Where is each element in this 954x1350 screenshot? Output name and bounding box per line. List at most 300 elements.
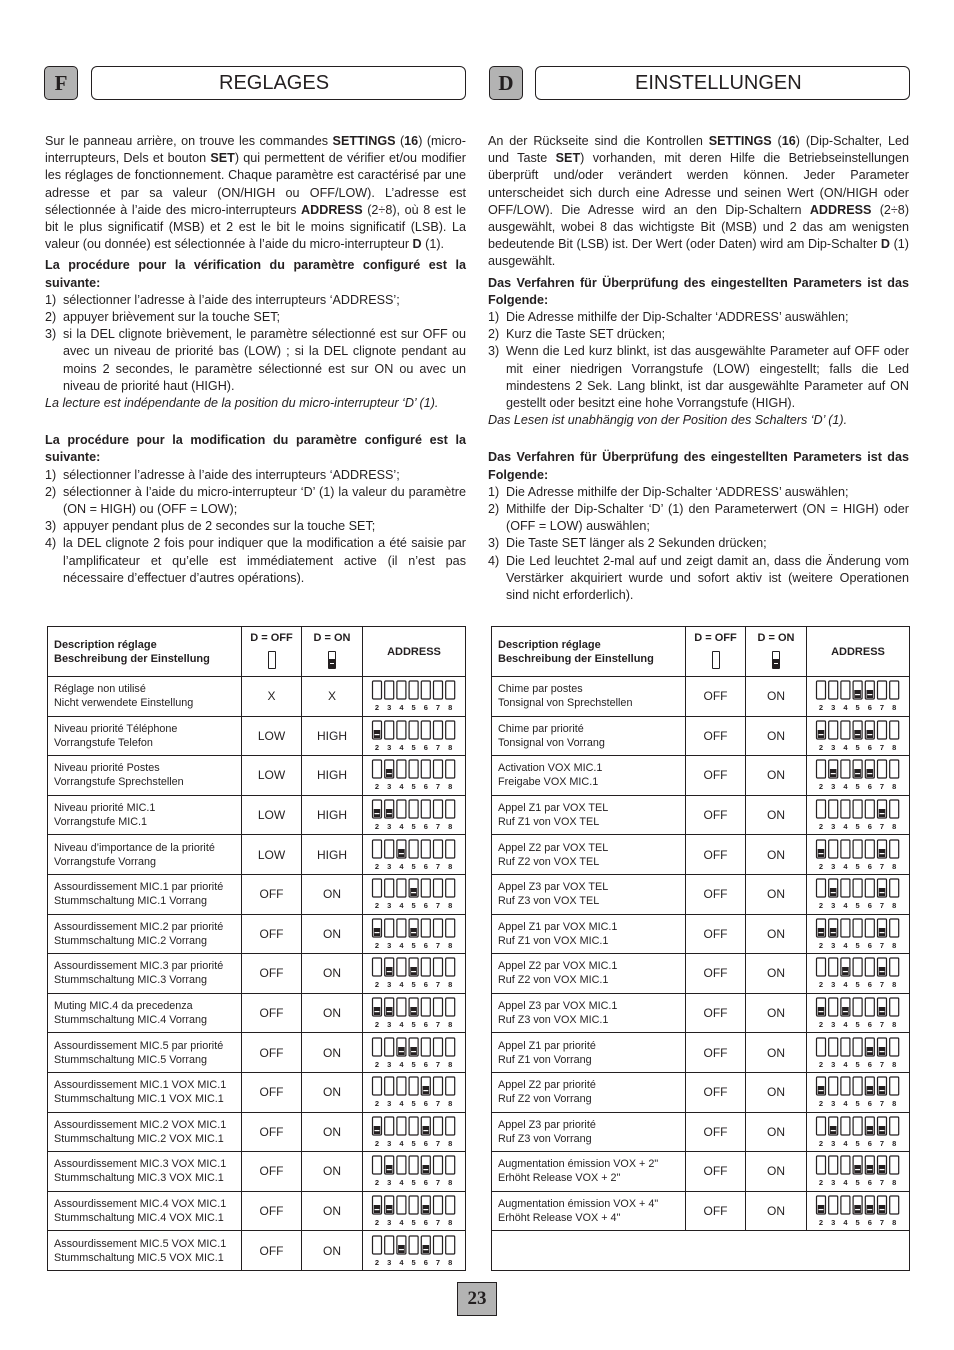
step-number: 2): [45, 310, 57, 325]
header-d-off: [242, 627, 302, 677]
step-text: Die Led leuchtet 2-mal auf und zeigt damit an, dass die Änderung vom Verstärker akquiriert wurde und sofort aktiv ist (weitere Operationen sind nicht erforderlich).: [506, 553, 909, 603]
note-paragraph: La lecture est indépendante de la position du micro-interrupteur ‘D’ (1).: [45, 396, 439, 411]
dip-switch-lever-line: [880, 853, 885, 854]
dip-switch-body: [829, 998, 838, 1016]
step-number: 2): [488, 327, 500, 342]
address-cell: [807, 954, 910, 994]
address-cell: [807, 914, 910, 954]
dip-switch-body: [409, 800, 418, 818]
setting-description-fr: Assourdissement MIC.5 par priorité: [54, 1039, 224, 1052]
dip-switch-body: [434, 681, 443, 699]
setting-description: [48, 993, 242, 1033]
setting-description: [492, 993, 686, 1033]
dip-switch-body: [829, 1156, 838, 1174]
dip-switch-body: [865, 958, 874, 976]
dip-switch-body: [817, 800, 826, 818]
procedure-step: [45, 535, 466, 587]
dip-switch-number: 5: [855, 1059, 860, 1069]
dip-switch-number: 7: [435, 822, 441, 832]
dip-switch-number: 7: [879, 861, 885, 871]
dip-switch-lever-line: [880, 1051, 885, 1052]
dip-switch-lever-line: [387, 1209, 392, 1210]
dip-switch-body: [434, 800, 443, 818]
dip-switch-number: 5: [411, 1099, 416, 1109]
dip-switch-body: [890, 721, 899, 739]
dip-switch-body: [890, 800, 899, 818]
dip-switch-diagram: [815, 680, 901, 712]
dip-switch-number: 4: [843, 980, 848, 990]
table-row: [492, 1152, 910, 1192]
dip-switch-body: [878, 760, 887, 778]
table-row: [48, 993, 466, 1033]
value-d-on: ON: [746, 1033, 807, 1073]
dip-switch-number: 2: [818, 861, 824, 871]
dip-switch-lever-line: [831, 1130, 836, 1131]
step-number: 4): [45, 536, 57, 551]
dip-switch-number: 5: [411, 1020, 416, 1030]
dip-switch-lever-line: [867, 734, 872, 735]
dip-switch-body: [446, 1196, 455, 1214]
procedure-step: [488, 535, 909, 552]
dip-switch-lever-line: [831, 892, 836, 893]
dip-switch-number: 4: [843, 782, 848, 792]
dip-switch-body: [446, 879, 455, 897]
switch-on-icon: [328, 651, 336, 669]
table-row: [48, 874, 466, 914]
dip-switch-number: 5: [411, 1138, 416, 1148]
dip-switch-body: [890, 1196, 899, 1214]
dip-switch-number: 6: [867, 1099, 872, 1109]
procedure-step: [488, 501, 909, 535]
dip-switch-number: 8: [448, 822, 453, 832]
dip-switch-body: [434, 1038, 443, 1056]
intro-paragraph: [488, 133, 909, 271]
dip-switch-body: [434, 919, 443, 937]
dip-switch-body: [397, 1117, 406, 1135]
dip-switch-lever-line: [819, 853, 824, 854]
dip-switch-lever-line: [423, 1130, 428, 1131]
value-d-off: OFF: [686, 1191, 746, 1231]
dip-switch-number: 4: [399, 861, 404, 871]
dip-switch-number: 8: [448, 901, 453, 911]
text-run: (2÷8) ausgewählt, wobei 8 das wichtigste Bit (MSB) und 2 das am wenigsten bedeutende Bit (LSB) ist. Der Wert (oder Daten) wird am Dip-Schalter: [488, 202, 910, 252]
dip-switch-lever-line: [867, 694, 872, 695]
setting-description-fr: Assourdissement MIC.2 par priorité: [54, 920, 224, 933]
dip-switch-number: 6: [867, 742, 872, 752]
setting-description: [48, 756, 242, 796]
step-number: 1): [488, 484, 500, 499]
dip-switch-lever-line: [375, 1209, 380, 1210]
setting-description-fr: Chime par priorité: [498, 722, 584, 735]
value-d-on: ON: [302, 874, 363, 914]
dip-switch-number: 3: [831, 1099, 836, 1109]
dip-switch-body: [373, 681, 382, 699]
dip-switch-body: [385, 721, 394, 739]
dip-switch-number: 4: [399, 1059, 404, 1069]
dip-switch-number: 6: [423, 742, 428, 752]
setting-description-de: Stummschaltung MIC.4 VOX MIC.1: [54, 1212, 224, 1225]
dip-switch-lever-line: [387, 773, 392, 774]
setting-description: [48, 716, 242, 756]
table-row: [492, 874, 910, 914]
settings-table-right: [491, 626, 910, 1271]
value-d-on: ON: [302, 1191, 363, 1231]
switch-on-icon: [772, 651, 780, 669]
setting-description-fr: Chime par postes: [498, 683, 583, 696]
value-d-on: ON: [746, 874, 807, 914]
table-row: [492, 1191, 910, 1231]
table-row: [48, 954, 466, 994]
dip-switch-body: [385, 681, 394, 699]
dip-switch-lever-line: [423, 1169, 428, 1170]
dip-switch-lever-line: [843, 971, 848, 972]
dip-switch-lever-line: [411, 1051, 416, 1052]
dip-switch-body: [853, 800, 862, 818]
dip-switch-body: [446, 919, 455, 937]
step-number: 1): [45, 467, 57, 482]
dip-switch-body: [397, 681, 406, 699]
dip-switch-body: [434, 879, 443, 897]
dip-switch-number: 5: [411, 782, 416, 792]
setting-description: [492, 914, 686, 954]
address-cell: [363, 756, 466, 796]
dip-switch-number: 8: [892, 703, 897, 713]
dip-switch-number: 2: [374, 980, 380, 990]
step-text: Kurz die Taste SET drücken;: [506, 327, 666, 342]
value-d-off: OFF: [686, 1072, 746, 1112]
dip-switch-number: 8: [448, 1178, 453, 1188]
dip-switch-number: 8: [892, 980, 897, 990]
setting-description-fr: Réglage non utilisé: [54, 683, 146, 696]
dip-switch-number: 2: [374, 1020, 380, 1030]
procedure-step: [45, 467, 466, 484]
dip-switch-number: 4: [843, 1138, 848, 1148]
step-number: 1): [488, 310, 500, 325]
dip-switch-number: 6: [867, 782, 872, 792]
table-row: [48, 835, 466, 875]
value-d-on: HIGH: [302, 795, 363, 835]
dip-switch-body: [853, 1077, 862, 1095]
setting-description: [492, 1072, 686, 1112]
dip-switch-number: 7: [879, 940, 885, 950]
address-cell: [807, 756, 910, 796]
address-cell: [363, 1191, 466, 1231]
setting-description: [48, 677, 242, 717]
dip-switch-lever-line: [411, 932, 416, 933]
dip-switch-body: [446, 800, 455, 818]
setting-description-de: Ruf Z1 von Vorrang: [498, 1053, 592, 1066]
dip-switch-number: 2: [374, 1099, 380, 1109]
step-text: Die Adresse mithilfe der Dip-Schalter ‘ADDRESS’ auswählen;: [506, 484, 849, 499]
procedure-step: [45, 326, 466, 395]
dip-switch-body: [841, 1077, 850, 1095]
dip-switch-number: 2: [818, 980, 824, 990]
dip-switch-number: 7: [879, 1059, 885, 1069]
value-d-on: ON: [746, 795, 807, 835]
dip-switch-lever-line: [387, 971, 392, 972]
step-number: 2): [488, 502, 500, 517]
dip-switch-number: 4: [399, 1257, 404, 1267]
dip-switch-body: [890, 1156, 899, 1174]
setting-description: [492, 1191, 686, 1231]
setting-description: [48, 795, 242, 835]
dip-switch-number: 4: [399, 742, 404, 752]
dip-switch-number: 4: [399, 1020, 404, 1030]
step-text: si la DEL clignote brièvement, le paramètre sélectionné est sur OFF ou avec un niveau de priorité bas (LOW) ; si la DEL clignote pendant au moins 2 secondes, le paramètre sélectionné est sur ON ou avec un niveau de priorité haut (HIGH).: [63, 327, 466, 393]
dip-switch-number: 6: [867, 1218, 872, 1228]
address-cell: [363, 1231, 466, 1271]
dip-switch-number: 3: [831, 901, 836, 911]
value-d-on: ON: [746, 1191, 807, 1231]
dip-switch-lever-line: [880, 1090, 885, 1091]
dip-switch-lever-line: [843, 1011, 848, 1012]
dip-switch-diagram: [815, 720, 901, 752]
dip-switch-body: [446, 998, 455, 1016]
empty-cell: [492, 1231, 910, 1271]
dip-switch-body: [890, 1038, 899, 1056]
dip-switch-body: [434, 1196, 443, 1214]
dip-switch-lever-line: [423, 1249, 428, 1250]
dip-switch-body: [385, 919, 394, 937]
switch-off-icon: [268, 651, 276, 669]
value-d-off: OFF: [242, 874, 302, 914]
address-cell: [363, 1112, 466, 1152]
dip-switch-body: [409, 1236, 418, 1254]
dip-switch-body: [446, 681, 455, 699]
text-run: ) qui permettent de vérifier et/ou modifier les réglages de fonctionnement. Chaque paramètre est caractérisé par une adresse et par sa valeur (ON/HIGH ou OFF/LOW). L’adresse est sélectionnée à l’aide des micro-interrupteurs: [45, 151, 466, 217]
dip-switch-body: [829, 958, 838, 976]
dip-switch-diagram: [815, 759, 901, 791]
dip-switch-body: [446, 721, 455, 739]
dip-switch-lever-line: [867, 1169, 872, 1170]
address-cell: [807, 1033, 910, 1073]
dip-switch-number: 7: [879, 1218, 885, 1228]
setting-description-fr: Augmentation émission VOX + 4": [498, 1198, 659, 1211]
setting-description-de: Tonsignal von Vorrang: [498, 736, 605, 749]
dip-switch-lever-line: [387, 1011, 392, 1012]
section-letter-fr: F: [44, 66, 78, 100]
procedure-heading: Das Verfahren für Überprüfung des eingestellten Parameters ist das Folgende:: [488, 450, 909, 482]
value-d-on: ON: [302, 1072, 363, 1112]
dip-switch-number: 8: [892, 1099, 897, 1109]
table-row: [48, 1191, 466, 1231]
step-text: sélectionner l’adresse à l’aide des interrupteurs ‘ADDRESS’;: [63, 467, 400, 482]
dip-switch-diagram: [815, 1076, 901, 1108]
dip-switch-body: [397, 998, 406, 1016]
text-run: (: [771, 134, 782, 148]
setting-description-fr: Assourdissement MIC.4 VOX MIC.1: [54, 1198, 227, 1211]
dip-switch-number: 4: [843, 822, 848, 832]
header-description-de: Beschreibung der Einstellung: [54, 652, 210, 665]
dip-switch-body: [434, 1117, 443, 1135]
setting-description-de: Vorrangstufe Sprechstellen: [54, 776, 184, 789]
dip-switch-number: 6: [423, 1059, 428, 1069]
dip-switch-lever-line: [867, 1090, 872, 1091]
dip-switch-number: 5: [855, 1020, 860, 1030]
dip-switch-lever-line: [411, 971, 416, 972]
dip-switch-lever-line: [819, 734, 824, 735]
setting-description-de: Stummschaltung MIC.5 VOX MIC.1: [54, 1251, 224, 1264]
header-d-on-label: D = ON: [313, 632, 351, 644]
dip-switch-number: 5: [855, 703, 860, 713]
dip-switch-body: [829, 1196, 838, 1214]
text-run: (2÷8), où 8 est le bit le plus significatif (MSB) et 2 est le bit le moins significatif (LSB). La valeur (ou donnée) est sélectionnée à l’aide du micro-interrupteur: [45, 202, 466, 252]
dip-switch-number: 2: [374, 940, 380, 950]
dip-switch-body: [421, 760, 430, 778]
dip-switch-body: [421, 721, 430, 739]
dip-switch-number: 6: [423, 901, 428, 911]
dip-switch-number: 7: [879, 1099, 885, 1109]
table-row: [48, 1072, 466, 1112]
dip-switch-number: 6: [423, 861, 428, 871]
dip-switch-diagram: [815, 997, 901, 1029]
address-cell: [363, 954, 466, 994]
dip-switch-number: 7: [879, 742, 885, 752]
dip-switch-body: [817, 1117, 826, 1135]
value-d-off: OFF: [242, 1191, 302, 1231]
dip-switch-body: [397, 1196, 406, 1214]
step-number: 1): [45, 292, 57, 307]
dip-switch-body: [817, 760, 826, 778]
text-run: An der Rückseite sind die Kontrollen: [488, 134, 709, 148]
dip-switch-body: [890, 1117, 899, 1135]
setting-description: [48, 835, 242, 875]
setting-description: [492, 835, 686, 875]
dip-switch-number: 2: [818, 1059, 824, 1069]
dip-switch-number: 3: [387, 1099, 392, 1109]
step-text: Die Adresse mithilfe der Dip-Schalter ‘ADDRESS’ auswählen;: [506, 310, 849, 325]
table-row: [492, 1112, 910, 1152]
setting-description: [48, 1033, 242, 1073]
dip-switch-body: [385, 1117, 394, 1135]
dip-switch-body: [841, 800, 850, 818]
dip-switch-body: [865, 800, 874, 818]
step-text: sélectionner l’adresse à l’aide des interrupteurs ‘ADDRESS’;: [63, 292, 400, 307]
table-header-row: [48, 627, 466, 677]
dip-switch-number: 6: [867, 1020, 872, 1030]
procedure-step: [488, 343, 909, 412]
dip-switch-body: [385, 1038, 394, 1056]
dip-switch-number: 5: [411, 980, 416, 990]
dip-switch-body: [409, 1156, 418, 1174]
dip-switch-lever-line: [867, 1051, 872, 1052]
dip-switch-body: [397, 1156, 406, 1174]
dip-switch-number: 6: [867, 1138, 872, 1148]
header-d-off: [686, 627, 746, 677]
dip-switch-diagram: [371, 799, 457, 831]
table-row: [492, 677, 910, 717]
dip-switch-body: [446, 1156, 455, 1174]
setting-description-fr: Activation VOX MIC.1: [498, 762, 603, 775]
table-row: [48, 677, 466, 717]
dip-switch-number: 4: [399, 822, 404, 832]
dip-switch-number: 4: [843, 861, 848, 871]
setting-description-de: Vorrangstufe Telefon: [54, 736, 153, 749]
dip-switch-number: 3: [387, 703, 392, 713]
text-run: 16: [404, 134, 419, 148]
table-header-row: [492, 627, 910, 677]
dip-switch-body: [446, 1077, 455, 1095]
dip-switch-number: 2: [818, 782, 824, 792]
value-d-off: OFF: [242, 1033, 302, 1073]
dip-switch-number: 4: [843, 742, 848, 752]
value-d-on: ON: [302, 1033, 363, 1073]
address-cell: [363, 795, 466, 835]
dip-switch-diagram: [371, 878, 457, 910]
dip-switch-body: [878, 681, 887, 699]
dip-switch-lever-line: [411, 1011, 416, 1012]
dip-switch-lever-line: [819, 1011, 824, 1012]
dip-switch-body: [853, 998, 862, 1016]
dip-switch-number: 3: [831, 782, 836, 792]
dip-switch-number: 7: [435, 901, 441, 911]
page-number: 23: [457, 1282, 497, 1316]
setting-description-fr: Niveau priorité Postes: [54, 762, 160, 775]
address-cell: [363, 914, 466, 954]
dip-switch-number: 4: [843, 1178, 848, 1188]
setting-description-de: Ruf Z2 von VOX MIC.1: [498, 974, 609, 987]
setting-description: [48, 954, 242, 994]
step-number: 3): [45, 327, 57, 342]
dip-switch-body: [890, 760, 899, 778]
dip-switch-number: 2: [818, 1138, 824, 1148]
dip-switch-lever-line: [375, 813, 380, 814]
dip-switch-number: 7: [879, 703, 885, 713]
dip-switch-body: [421, 840, 430, 858]
dip-switch-body: [409, 760, 418, 778]
table-row: [492, 914, 910, 954]
dip-switch-lever-line: [855, 1209, 860, 1210]
section-letter-de: D: [489, 66, 523, 100]
procedure-steps: [45, 292, 466, 395]
dip-switch-diagram: [815, 799, 901, 831]
dip-switch-number: 4: [399, 1218, 404, 1228]
note-paragraph: Das Lesen ist unabhängig von der Position des Schalters ‘D’ (1).: [488, 413, 848, 428]
setting-description: [48, 874, 242, 914]
dip-switch-diagram: [371, 1235, 457, 1267]
address-cell: [363, 716, 466, 756]
dip-switch-body: [865, 919, 874, 937]
dip-switch-number: 6: [423, 980, 428, 990]
dip-switch-number: 3: [387, 1178, 392, 1188]
dip-switch-number: 8: [448, 1099, 453, 1109]
dip-switch-body: [829, 800, 838, 818]
dip-switch-lever-line: [831, 932, 836, 933]
procedure-steps: [488, 484, 909, 604]
dip-switch-number: 6: [867, 901, 872, 911]
dip-switch-number: 3: [387, 1020, 392, 1030]
text-run: ADDRESS: [301, 202, 363, 217]
dip-switch-number: 2: [818, 1020, 824, 1030]
dip-switch-number: 7: [879, 1138, 885, 1148]
dip-switch-number: 7: [435, 1178, 441, 1188]
dip-switch-diagram: [371, 1076, 457, 1108]
dip-switch-number: 8: [448, 1059, 453, 1069]
address-cell: [807, 835, 910, 875]
dip-switch-number: 2: [374, 1138, 380, 1148]
text-run: SETTINGS: [332, 134, 396, 148]
dip-switch-diagram: [371, 1155, 457, 1187]
dip-switch-number: 3: [831, 703, 836, 713]
value-d-on: ON: [302, 1231, 363, 1271]
dip-switch-number: 4: [399, 1138, 404, 1148]
text-run: ) (Dip-Schalter, Led und Taste: [488, 134, 909, 166]
dip-switch-number: 2: [374, 822, 380, 832]
header-d-on-label: D = ON: [757, 632, 795, 644]
dip-switch-body: [853, 1117, 862, 1135]
dip-switch-number: 7: [435, 980, 441, 990]
dip-switch-number: 8: [448, 940, 453, 950]
